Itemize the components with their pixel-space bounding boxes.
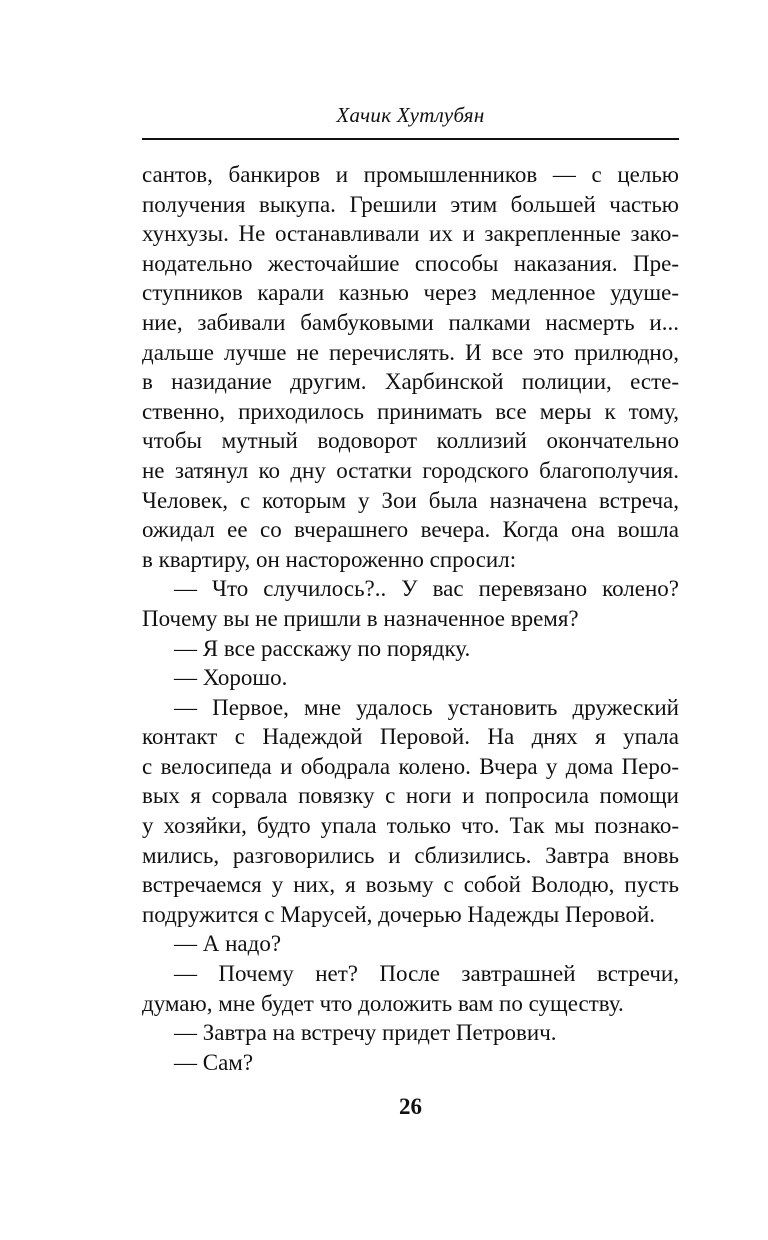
header-rule — [142, 138, 679, 140]
text-line: мились, разговорились и сблизились. Завтра вновь — [142, 842, 679, 868]
text-line: вых я сорвала повязку с ноги и попросила помощи — [142, 783, 679, 809]
text-line: нодательно жесточайшие способы наказания. Пре- — [142, 250, 679, 276]
text-line: у хозяйки, будто упала только что. Так мы познако- — [142, 813, 679, 839]
text-line: Человек, с которым у Зои была назначена встреча, — [142, 487, 679, 513]
text-line: в назидание другим. Харбинской полиции, есте- — [142, 369, 679, 395]
running-header: Хачик Хутлубян — [336, 103, 485, 127]
text-line: ожидал ее со вчерашнего вечера. Когда она вошла — [142, 517, 679, 543]
text-line: Почему вы не пришли в назначенное время? — [142, 605, 579, 631]
text-line: — Почему нет? После завтрашней встречи, — [174, 961, 679, 987]
text-line: чтобы мутный водоворот коллизий окончательно — [142, 428, 679, 454]
text-line: получения выкупа. Грешили этим большей частью — [142, 191, 679, 217]
text-line: контакт с Надеждой Перовой. На днях я упала — [142, 724, 679, 750]
text-line: ступников карали казнью через медленное удуше- — [142, 280, 679, 306]
text-line: — Что случилось?.. У вас перевязано колено? — [174, 576, 679, 602]
text-line: ственно, приходилось принимать все меры к тому, — [142, 398, 679, 424]
text-line: встречаемся у них, я возьму с собой Володю, пусть — [142, 872, 679, 898]
text-line: — Завтра на встречу придет Петрович. — [174, 1020, 557, 1046]
page-number: 26 — [399, 1094, 422, 1119]
text-line: в квартиру, он настороженно спросил: — [142, 546, 517, 572]
text-line: не затянул ко дну остатки городского благополучия. — [142, 457, 679, 483]
text-line: — А надо? — [174, 931, 282, 957]
text-line: думаю, мне будет что доложить вам по существу. — [142, 990, 624, 1016]
text-line: с велосипеда и ободрала колено. Вчера у дома Перо- — [142, 753, 679, 779]
text-line: — Хорошо. — [174, 665, 288, 691]
text-line: — Первое, мне удалось установить дружеский — [174, 694, 679, 720]
text-line: сантов, банкиров и промышленников — с целью — [142, 162, 679, 187]
body-text — [142, 160, 679, 1077]
text-line: подружится с Марусей, дочерью Надежды Перовой. — [142, 901, 656, 927]
text-line: ние, забивали бамбуковыми палками насмерть и... — [142, 309, 679, 335]
text-line: — Я все расскажу по порядку. — [174, 635, 471, 661]
text-line: дальше лучше не перечислять. И все это прилюдно, — [142, 339, 679, 365]
text-line: хунхузы. Не останавливали их и закрепленные зако- — [142, 221, 679, 247]
text-line: — Сам? — [174, 1049, 254, 1075]
